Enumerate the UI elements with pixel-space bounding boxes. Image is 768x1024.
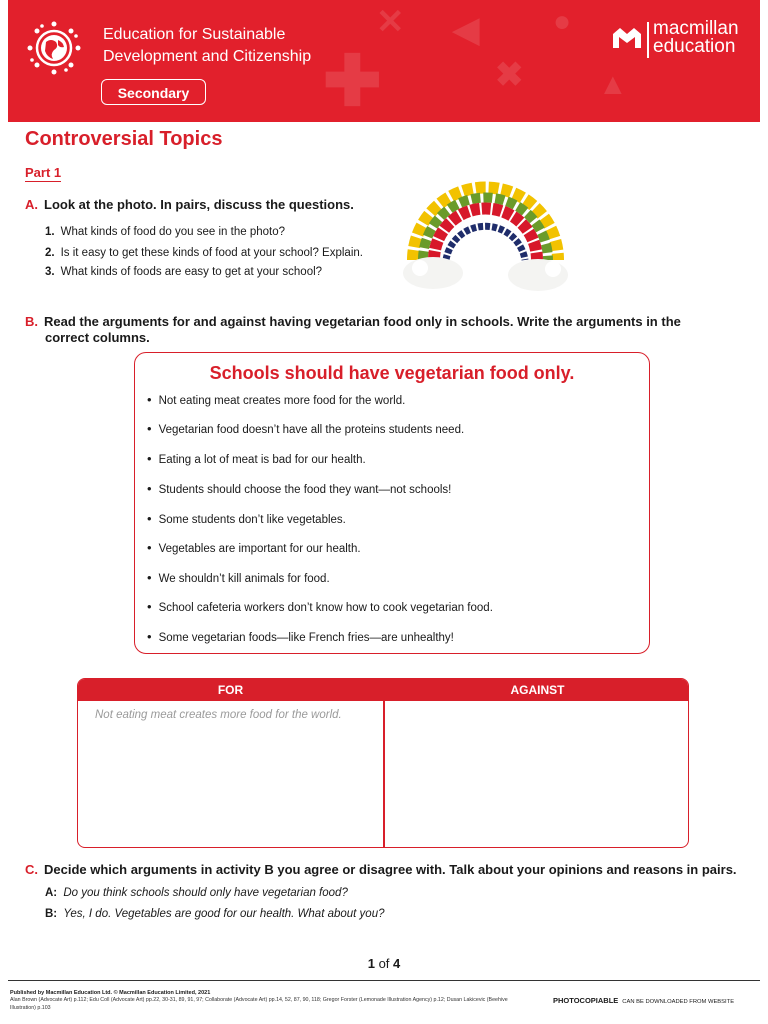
decor-shape: ◀ bbox=[453, 11, 480, 49]
argument-item: • Vegetables are important for our health. bbox=[147, 540, 361, 555]
photocopiable-note: PHOTOCOPIABLE CAN BE DOWNLOADED FROM WEBSITE bbox=[553, 996, 735, 1005]
dialog-line: A: Do you think schools should only have vegetarian food? bbox=[45, 887, 348, 899]
for-answer-area[interactable] bbox=[78, 703, 382, 847]
argument-item: • Eating a lot of meat is bad for our health. bbox=[147, 451, 366, 466]
question-item: 1. What kinds of food do you see in the photo? bbox=[45, 226, 285, 238]
against-answer-area[interactable] bbox=[385, 703, 688, 847]
globe-logo-icon bbox=[26, 20, 82, 76]
question-item: 2. Is it easy to get these kinds of food at your school? Explain. bbox=[45, 247, 363, 259]
for-against-table bbox=[77, 678, 689, 848]
activity-c-instruction: C. Decide which arguments in activity B you agree or disagree with. Talk about your opinions and reasons in pairs. bbox=[25, 862, 737, 877]
arguments-box bbox=[134, 352, 650, 654]
decor-shape: ✚ bbox=[323, 42, 382, 120]
logo-separator bbox=[647, 22, 649, 58]
rainbow-food-photo bbox=[398, 165, 573, 295]
against-column-header: AGAINST bbox=[385, 679, 689, 701]
decor-shape: ✖ bbox=[495, 56, 524, 94]
argument-item: • Students should choose the food they want—not schools! bbox=[147, 481, 451, 496]
footer-divider bbox=[8, 980, 760, 981]
page-title: Controversial Topics bbox=[25, 128, 223, 150]
activity-a-instruction: A. Look at the photo. In pairs, discuss the questions. bbox=[25, 197, 354, 212]
for-column-header: FOR bbox=[78, 679, 383, 701]
arguments-box-title: Schools should have vegetarian food only. bbox=[209, 363, 575, 383]
dialog-line: B: Yes, I do. Vegetables are good for our health. What about you? bbox=[45, 908, 385, 920]
argument-item: • Not eating meat creates more food for the world. bbox=[147, 392, 405, 407]
activity-b-instruction: B. Read the arguments for and against having vegetarian food only in schools. Write the arguments in the correct columns. bbox=[25, 314, 681, 345]
macmillan-mark-icon bbox=[613, 26, 641, 48]
argument-item: • Some students don’t like vegetables. bbox=[147, 511, 346, 526]
header-banner: ✕ ✚ ◀ ✖ ● ▲ Education for Sustainable Development and Citizenship Secondary macmillan education bbox=[8, 0, 760, 122]
decor-shape: ▲ bbox=[598, 68, 628, 101]
decor-shape: ✕ bbox=[376, 3, 405, 41]
argument-item: • School cafeteria workers don’t know how to cook vegetarian food. bbox=[147, 599, 493, 614]
page-number: 1 of 4 bbox=[367, 956, 401, 971]
publisher-line: Published by Macmillan Education Ltd. © Macmillan Education Limited, 2021 bbox=[10, 990, 211, 996]
argument-item: • We shouldn’t kill animals for food. bbox=[147, 570, 330, 585]
decor-shape: ● bbox=[553, 5, 572, 38]
for-example-answer: Not eating meat creates more food for the world. bbox=[95, 709, 342, 721]
level-badge: Secondary bbox=[101, 79, 206, 105]
argument-item: • Some vegetarian foods—like French fries—are unhealthy! bbox=[147, 629, 454, 644]
question-item: 3. What kinds of foods are easy to get at your school? bbox=[45, 266, 323, 278]
argument-item: • Vegetarian food doesn’t have all the proteins students need. bbox=[147, 421, 464, 436]
part-label: Part 1 bbox=[25, 165, 62, 180]
illustration-credits: Alan Brown (Advocate Art) p.112; Edu Coll (Advocate Art) pp.22, 30-31, 89, 91, 97; Collaborate (Advocate Art) pp.14, 52, 87, 90, 118; Gregor Forster (Lemonade Illustration Agency) p.12; Dusan Lakicevic (Beehive Illustration) p.103 bbox=[10, 997, 508, 1011]
series-title: Education for Sustainable Development and Citizenship bbox=[103, 26, 312, 65]
